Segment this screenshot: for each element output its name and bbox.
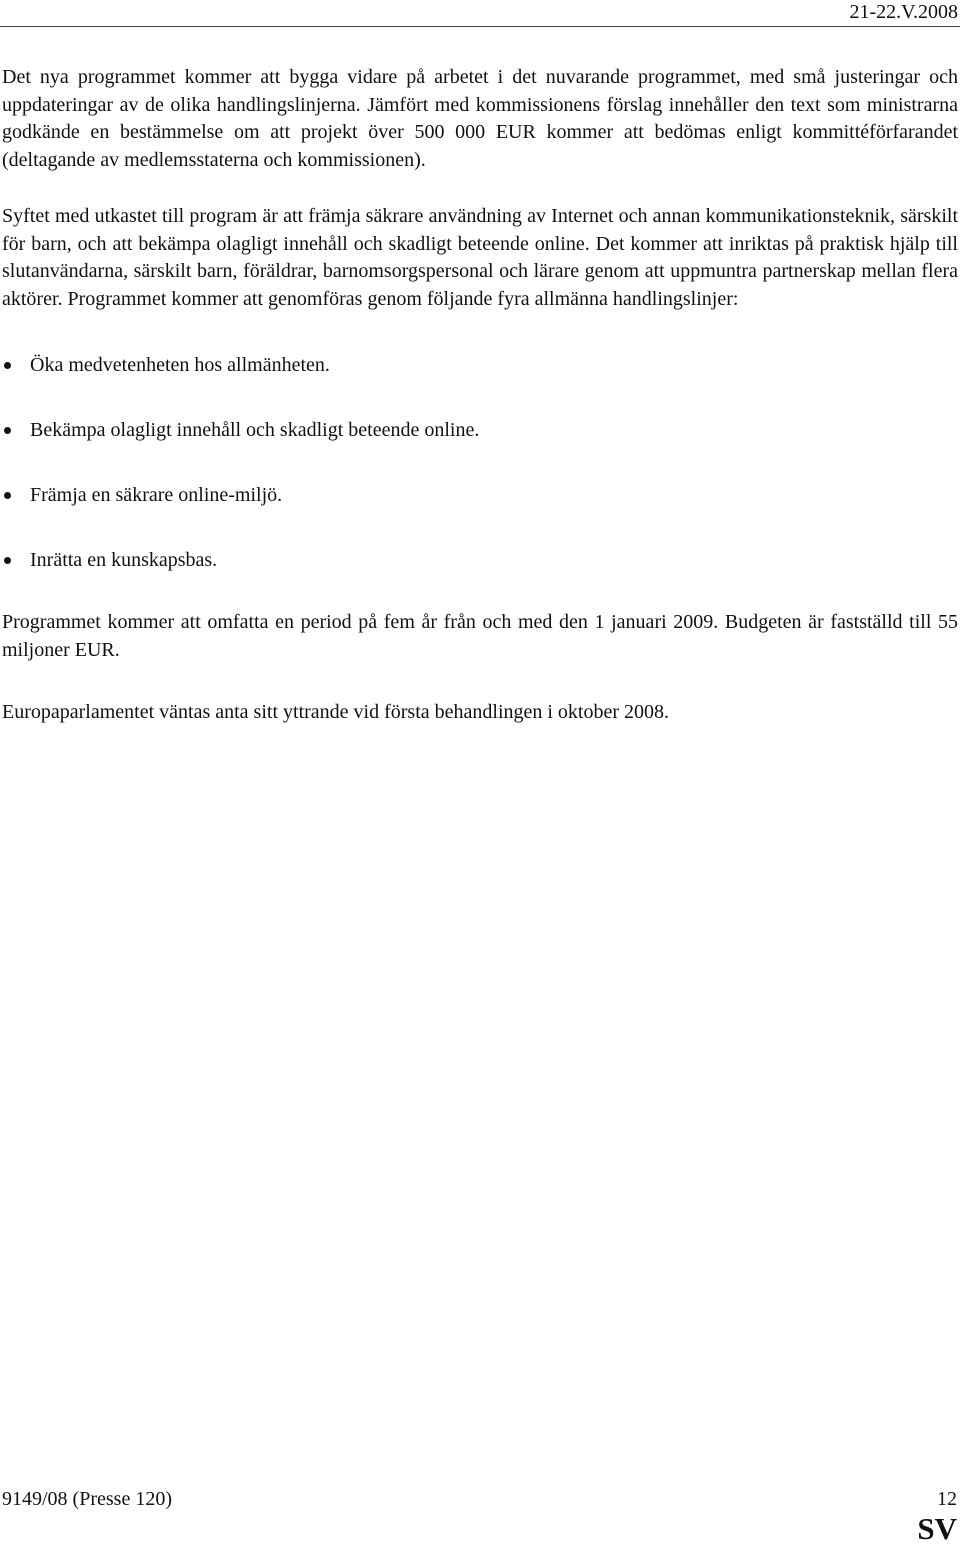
bullet-icon <box>4 427 11 434</box>
document-body <box>2 64 958 727</box>
bullet-icon <box>4 492 11 499</box>
list-item-text: Öka medvetenheten hos allmänheten. <box>30 354 330 376</box>
bullet-icon <box>4 557 11 564</box>
list-item-text: Främja en säkrare online-miljö. <box>30 484 283 506</box>
paragraph-period-budget: Programmet kommer att omfatta en period på fem år från och med den 1 januari 2009. Budgeten är fastställd till 55 miljoner EUR. <box>2 611 958 661</box>
list-item <box>2 546 958 574</box>
footer-reference: 9149/08 (Presse 120) <box>2 1488 172 1510</box>
list-item-text: Inrätta en kunskapsbas. <box>30 549 218 571</box>
list-item <box>2 416 958 444</box>
paragraph-programme-purpose: Syftet med utkastet till program är att främja säkrare användning av Internet och annan kommunikationsteknik, särskilt för barn, och att bekämpa olagligt innehåll och skadligt beteende online. Det kommer att inriktas på praktisk hjälp till slutanvändarna, särskilt barn, föräldrar, barnomsorgspersonal och lärare genom att uppmuntra partnerskap mellan flera aktörer. Programmet kommer att genomföras genom följande fyra allmänna handlingslinjer: <box>2 205 958 310</box>
action-lines-list <box>2 351 958 574</box>
paragraph-parliament-opinion: Europaparlamentet väntas anta sitt yttrande vid första behandlingen i oktober 2008. <box>2 701 670 723</box>
list-item-text: Bekämpa olagligt innehåll och skadligt beteende online. <box>30 419 480 441</box>
list-item <box>2 351 958 379</box>
header-date: 21-22.V.2008 <box>849 1 958 23</box>
header-divider <box>0 26 960 27</box>
bullet-icon <box>4 362 11 369</box>
list-item <box>2 481 958 509</box>
paragraph-programme-intro: Det nya programmet kommer att bygga vidare på arbetet i det nuvarande programmet, med små justeringar och uppdateringar av de olika handlingslinjerna. Jämfört med kommissionens förslag innehåller den text som ministrarna godkände en bestämmelse om att projekt över 500 000 EUR kommer att bedömas enligt kommittéförfarandet (deltagande av medlemsstaterna och kommissionen). <box>2 66 958 171</box>
footer-page-number: 12 <box>937 1488 957 1510</box>
footer-language-code: SV <box>917 1511 957 1546</box>
